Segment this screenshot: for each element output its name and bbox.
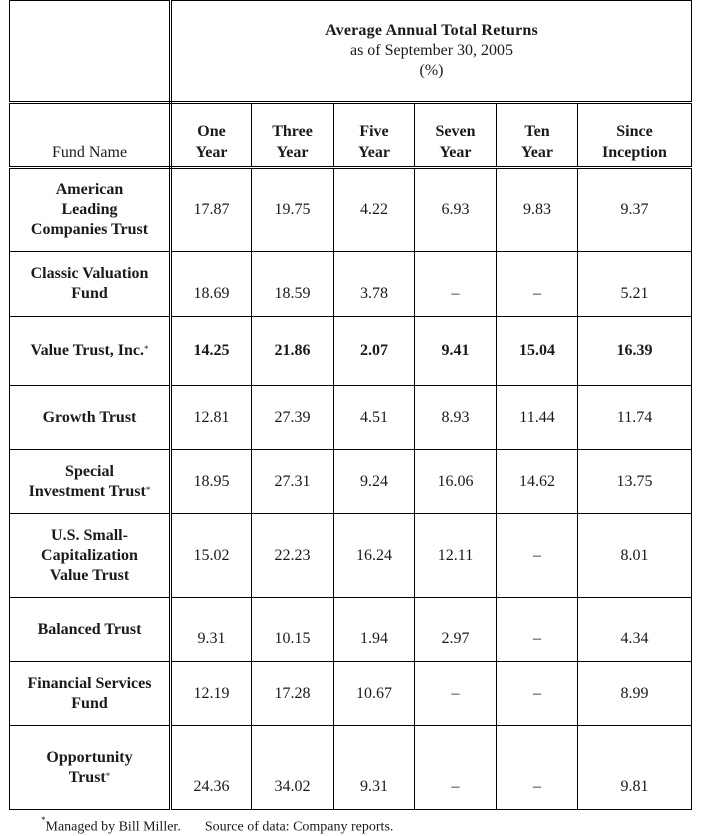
return-value-cell: – <box>415 662 497 726</box>
returns-table <box>9 0 692 810</box>
return-value-cell: 16.06 <box>415 450 497 514</box>
return-value-cell: – <box>497 598 578 662</box>
return-value-cell: 10.67 <box>334 662 415 726</box>
return-value-cell: 12.81 <box>171 386 252 450</box>
return-value-cell: 8.01 <box>578 514 692 598</box>
fund-name-cell <box>10 450 171 514</box>
table-subtitle: as of September 30, 2005 <box>349 42 514 59</box>
table-row <box>10 317 692 386</box>
table-row <box>10 514 692 598</box>
return-value-cell: 15.04 <box>497 317 578 386</box>
fund-name-line: Investment Trust* <box>28 482 151 500</box>
return-value-cell: 16.39 <box>578 317 692 386</box>
column-header: Three Year <box>252 103 334 168</box>
table-title-cell <box>171 1 692 103</box>
table-row <box>10 168 692 252</box>
return-value-cell: 9.81 <box>578 726 692 810</box>
fund-name-cell <box>10 514 171 598</box>
return-value-cell: 18.59 <box>252 252 334 317</box>
return-value-cell: – <box>415 726 497 810</box>
fund-name-line: Leading <box>61 201 118 218</box>
fund-name-line: Special <box>65 462 114 480</box>
return-value-cell: 18.95 <box>171 450 252 514</box>
table-row <box>10 252 692 317</box>
return-value-cell: 18.69 <box>171 252 252 317</box>
return-value-cell: 3.78 <box>334 252 415 317</box>
fund-name-cell <box>10 726 171 810</box>
return-value-cell: 6.93 <box>415 168 497 252</box>
return-value-cell: 9.31 <box>334 726 415 810</box>
fund-name-header: Fund Name <box>10 103 171 168</box>
return-value-cell: 19.75 <box>252 168 334 252</box>
return-value-cell: – <box>497 514 578 598</box>
table-row <box>10 662 692 726</box>
column-header: Seven Year <box>415 103 497 168</box>
return-value-cell: 11.74 <box>578 386 692 450</box>
return-value-cell: 14.62 <box>497 450 578 514</box>
return-value-cell: 21.86 <box>252 317 334 386</box>
table-title-row <box>10 1 692 103</box>
return-value-cell: 5.21 <box>578 252 692 317</box>
column-header: Since Inception <box>578 103 692 168</box>
table-body <box>10 168 692 810</box>
column-header: One Year <box>171 103 252 168</box>
column-header: Ten Year <box>497 103 578 168</box>
corner-cell <box>10 1 171 103</box>
return-value-cell: 34.02 <box>252 726 334 810</box>
fund-name-cell <box>10 662 171 726</box>
return-value-cell: – <box>497 252 578 317</box>
return-value-cell: 16.24 <box>334 514 415 598</box>
return-value-cell: 9.41 <box>415 317 497 386</box>
manager-star: * <box>105 770 111 781</box>
footnote-source: Source of data: Company reports. <box>204 819 394 835</box>
fund-name-line: Financial Services <box>27 674 152 692</box>
return-value-cell: 9.24 <box>334 450 415 514</box>
return-value-cell: 17.28 <box>252 662 334 726</box>
return-value-cell: 13.75 <box>578 450 692 514</box>
fund-name-cell <box>10 168 171 252</box>
return-value-cell: 1.94 <box>334 598 415 662</box>
column-header-row <box>10 103 692 168</box>
manager-star: * <box>144 344 149 354</box>
return-value-cell: 22.23 <box>252 514 334 598</box>
returns-page <box>9 0 691 835</box>
table-row <box>10 450 692 514</box>
fund-name-line: Capitalization <box>41 546 138 564</box>
column-header: Five Year <box>334 103 415 168</box>
return-value-cell: 24.36 <box>171 726 252 810</box>
fund-name-line: Balanced Trust <box>37 620 142 638</box>
return-value-cell: 14.25 <box>171 317 252 386</box>
fund-name-cell <box>10 317 171 386</box>
fund-name-line: Fund <box>71 694 108 712</box>
return-value-cell: 9.37 <box>578 168 692 252</box>
table-row <box>10 726 692 810</box>
fund-name-line: American <box>55 181 124 198</box>
return-value-cell: 2.97 <box>415 598 497 662</box>
return-value-cell: 9.83 <box>497 168 578 252</box>
table-unit: (%) <box>419 62 444 79</box>
return-value-cell: – <box>415 252 497 317</box>
table-row <box>10 386 692 450</box>
fund-name-cell <box>10 598 171 662</box>
return-value-cell: 4.51 <box>334 386 415 450</box>
return-value-cell: 27.31 <box>252 450 334 514</box>
fund-name-line: Growth Trust <box>42 408 137 426</box>
fund-name-line: Value Trust, Inc.* <box>30 342 149 359</box>
return-value-cell: 27.39 <box>252 386 334 450</box>
fund-name-cell <box>10 252 171 317</box>
return-value-cell: 4.34 <box>578 598 692 662</box>
fund-name-line: U.S. Small- <box>51 526 128 544</box>
return-value-cell: – <box>497 726 578 810</box>
manager-star: * <box>145 484 151 495</box>
fund-name-line: Classic Valuation <box>30 265 149 282</box>
fund-name-cell <box>10 386 171 450</box>
table-title: Average Annual Total Returns <box>325 22 538 39</box>
fund-name-line: Opportunity <box>46 748 133 766</box>
return-value-cell: 2.07 <box>334 317 415 386</box>
fund-name-line: Companies Trust <box>30 221 149 238</box>
return-value-cell: 8.93 <box>415 386 497 450</box>
fund-name-line: Value Trust <box>49 566 130 584</box>
fund-name-line: Fund <box>71 285 108 302</box>
table-row <box>10 598 692 662</box>
footnote-note: Managed by Bill Miller. <box>45 819 181 835</box>
return-value-cell: – <box>497 662 578 726</box>
return-value-cell: 12.11 <box>415 514 497 598</box>
return-value-cell: 17.87 <box>171 168 252 252</box>
return-value-cell: 12.19 <box>171 662 252 726</box>
footnote-star: * <box>41 815 46 825</box>
return-value-cell: 11.44 <box>497 386 578 450</box>
return-value-cell: 10.15 <box>252 598 334 662</box>
return-value-cell: 15.02 <box>171 514 252 598</box>
return-value-cell: 9.31 <box>171 598 252 662</box>
return-value-cell: 8.99 <box>578 662 692 726</box>
footnote <box>41 814 393 836</box>
return-value-cell: 4.22 <box>334 168 415 252</box>
fund-name-line: Trust* <box>68 768 111 786</box>
